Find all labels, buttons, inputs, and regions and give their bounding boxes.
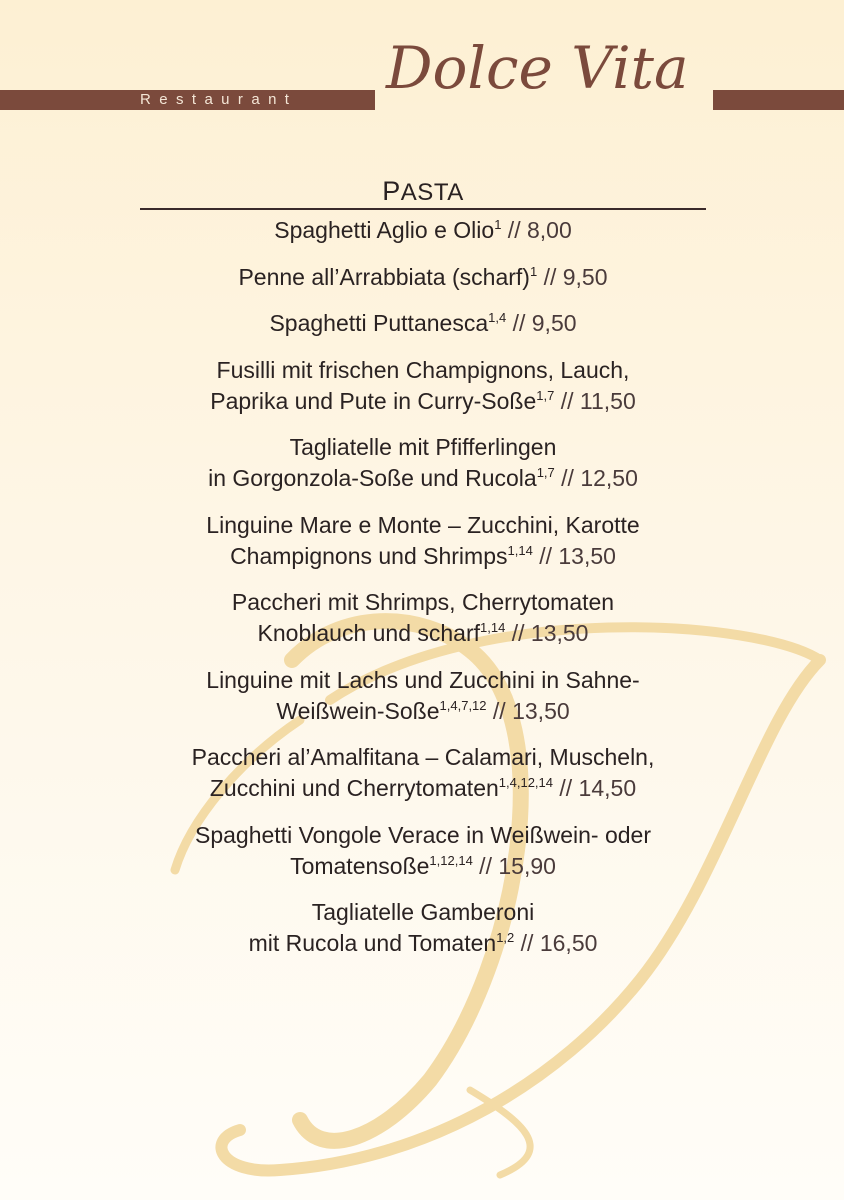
menu-item-line bbox=[100, 851, 746, 882]
dish-price: // 9,50 bbox=[506, 310, 577, 336]
dish-name: Linguine mit Lachs und Zucchini in Sahne- bbox=[206, 666, 640, 693]
dish-name: Champignons und Shrimps bbox=[230, 542, 508, 569]
menu-item bbox=[100, 587, 746, 649]
allergen-codes: 1 bbox=[494, 217, 502, 232]
dish-name: in Gorgonzola-Soße und Rucola bbox=[208, 465, 537, 491]
dish-price: // 13,50 bbox=[532, 542, 616, 569]
menu-item bbox=[100, 742, 746, 804]
allergen-codes: 1,14 bbox=[480, 620, 506, 635]
section-title bbox=[140, 176, 706, 207]
dish-name: Zucchini und Cherrytomaten bbox=[209, 775, 499, 801]
dish-name: Penne all’Arrabbiata (scharf) bbox=[238, 263, 530, 290]
dish-name: Spaghetti Aglio e Olio bbox=[274, 217, 495, 243]
allergen-codes: 1,7 bbox=[536, 465, 555, 480]
dish-price: // 13,50 bbox=[505, 620, 589, 646]
dish-price: // 16,50 bbox=[514, 930, 598, 956]
menu-item bbox=[100, 308, 746, 339]
menu-item bbox=[100, 215, 746, 246]
menu-item-line bbox=[100, 665, 746, 696]
menu-item-line bbox=[100, 587, 746, 618]
dish-name: mit Rucola und Tomaten bbox=[248, 930, 497, 956]
dish-name: Paccheri mit Shrimps, Cherrytomaten bbox=[231, 589, 615, 615]
allergen-codes: 1,14 bbox=[507, 542, 533, 558]
menu-item-line bbox=[100, 618, 746, 649]
menu-item-line bbox=[100, 432, 746, 463]
allergen-codes: 1,7 bbox=[536, 387, 555, 403]
menu-item bbox=[100, 432, 746, 494]
dish-price: // 13,50 bbox=[486, 697, 570, 724]
allergen-codes: 1,4,7,12 bbox=[439, 697, 487, 713]
menu-item-line bbox=[100, 820, 746, 851]
dish-name: Tagliatelle Gamberoni bbox=[311, 899, 535, 925]
restaurant-label: Restaurant bbox=[140, 91, 298, 108]
dish-price: // 8,00 bbox=[501, 217, 572, 243]
section-divider bbox=[140, 208, 706, 210]
dish-price: // 11,50 bbox=[554, 387, 636, 414]
dish-price: // 14,50 bbox=[553, 775, 637, 801]
menu-item-line bbox=[100, 463, 746, 494]
dish-price: // 15,90 bbox=[472, 852, 556, 879]
dish-name: Knoblauch und scharf bbox=[257, 620, 481, 646]
menu-item bbox=[100, 262, 746, 293]
menu-item-line bbox=[100, 355, 746, 386]
allergen-codes: 1 bbox=[529, 263, 538, 279]
section-title-rest: ASTA bbox=[400, 179, 464, 206]
menu-item-line bbox=[100, 928, 746, 959]
dish-name: Paprika und Pute in Curry-Soße bbox=[210, 387, 537, 414]
dish-name: Tagliatelle mit Pfifferlingen bbox=[289, 434, 557, 460]
menu-list bbox=[100, 215, 746, 975]
allergen-codes: 1,2 bbox=[496, 930, 515, 945]
allergen-codes: 1,4,12,14 bbox=[498, 775, 553, 790]
menu-item bbox=[100, 665, 746, 727]
menu-item bbox=[100, 510, 746, 572]
dish-price: // 9,50 bbox=[537, 263, 608, 290]
menu-item-line bbox=[100, 262, 746, 293]
menu-item-line bbox=[100, 215, 746, 246]
brand-logo-text: Dolce Vita bbox=[386, 34, 689, 102]
menu-item-line bbox=[100, 773, 746, 804]
menu-item bbox=[100, 820, 746, 882]
menu-item bbox=[100, 355, 746, 417]
dish-name: Tomatensoße bbox=[290, 852, 430, 879]
dish-name: Spaghetti Puttanesca bbox=[269, 310, 489, 336]
dish-name: Paccheri al’Amalfitana – Calamari, Muscheln, bbox=[191, 744, 655, 770]
dish-name: Linguine Mare e Monte – Zucchini, Karotte bbox=[206, 511, 640, 538]
dish-name: Weißwein-Soße bbox=[276, 697, 440, 724]
menu-item bbox=[100, 897, 746, 959]
allergen-codes: 1,12,14 bbox=[429, 852, 473, 868]
dish-name: Fusilli mit frischen Champignons, Lauch, bbox=[216, 356, 630, 383]
menu-item-line bbox=[100, 510, 746, 541]
menu-item-line bbox=[100, 308, 746, 339]
dish-price: // 12,50 bbox=[554, 465, 638, 491]
section-title-initial: P bbox=[382, 176, 401, 206]
menu-item-line bbox=[100, 541, 746, 572]
menu-item-line bbox=[100, 696, 746, 727]
header-bar-right bbox=[713, 90, 844, 110]
dish-name: Spaghetti Vongole Verace in Weißwein- oder bbox=[194, 821, 652, 848]
menu-item-line bbox=[100, 742, 746, 773]
menu-item-line bbox=[100, 386, 746, 417]
allergen-codes: 1,4 bbox=[488, 310, 507, 325]
menu-item-line bbox=[100, 897, 746, 928]
